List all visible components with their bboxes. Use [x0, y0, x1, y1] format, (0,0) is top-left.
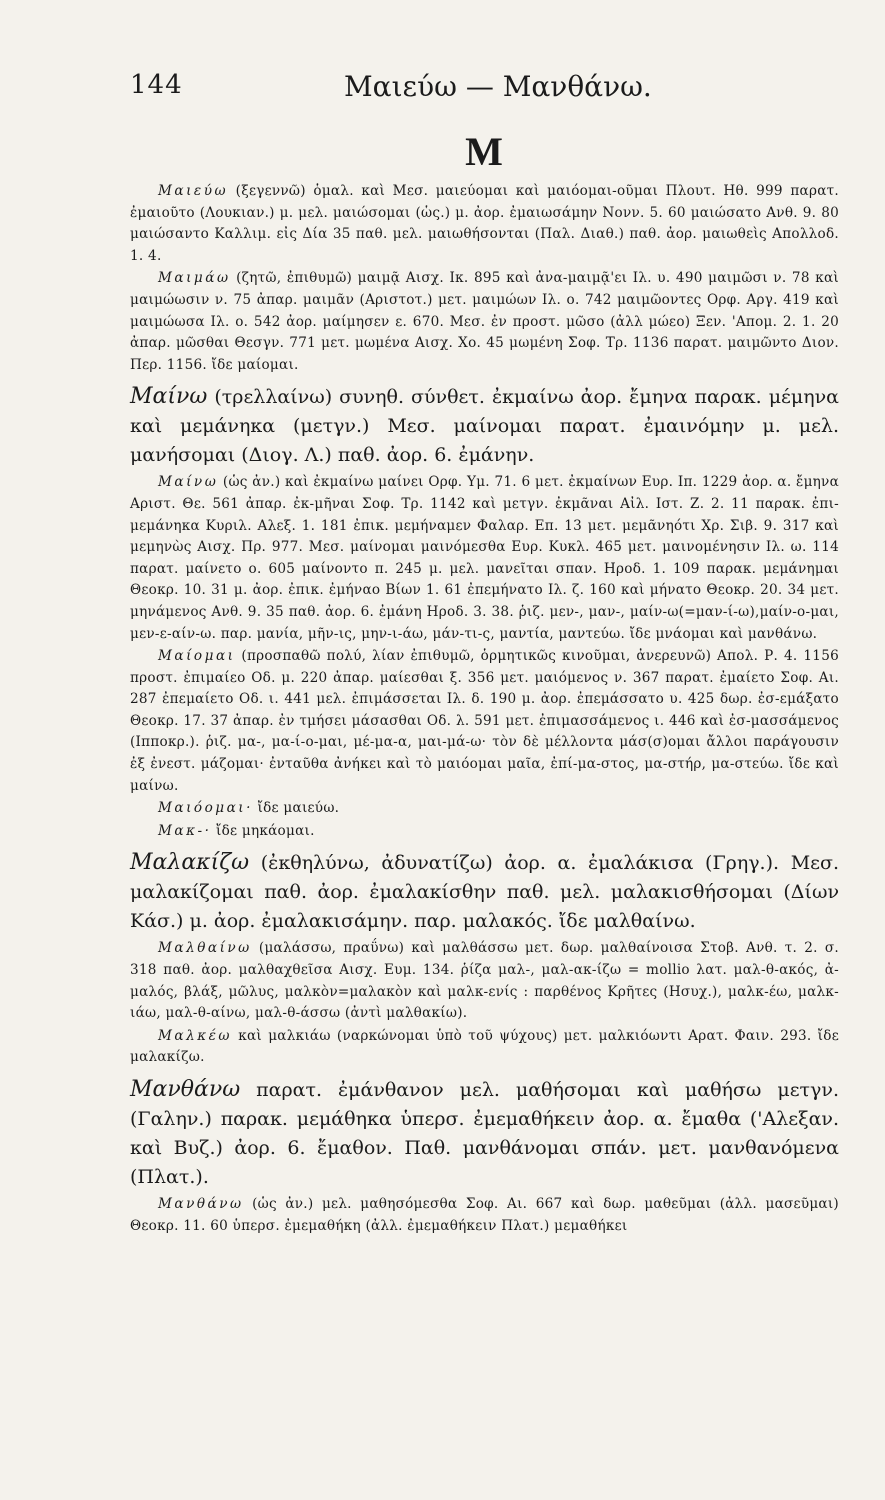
page-title: Μαιεύω — Μανθάνω.: [344, 70, 652, 103]
section-letter: Μ: [465, 129, 504, 174]
entry-text: καὶ μαλκιάω (ναρκώνομαι ὑπὸ τοῦ ψύχους) μετ. μαλκιόωντι Αρατ. Φαιν. 293. ἴδε μαλακίζω.: [130, 1027, 839, 1066]
entry-text: ἴδε μηκάομαι.: [216, 822, 315, 839]
entry-manthano: [130, 1194, 839, 1237]
entry-text: (μαλάσσω, πραΰνω) καὶ μαλθάσσω μετ. δωρ. μαλθαίνοισα Στοβ. Ανθ. τ. 2. σ. 318 παθ. ἀορ. μαλθαχθεῖσα Αισχ. Ευμ. 134. ῥίζα μαλ-, μαλ-ακ-ίζω = mollio λατ. μαλ-θ-ακός, ἀ-μαλός, βλάξ, μῶλυς, μαλκὸν=μαλακὸν καὶ μαλκ-ενίς : παρθένος Κρῆτες (Ησυχ.), μαλκ-έω, μαλκ-ιάω, μαλ-θ-αίνω, μαλ-θ-άσσω (ἀντὶ μαλθακίω).: [130, 940, 839, 1022]
entry-headword: Μαλακίζω: [130, 850, 250, 876]
entry-headword: Μανθάνω: [130, 1077, 241, 1102]
entry-headword: Μανθάνω: [158, 1196, 244, 1212]
entry-headword: Μαλκέω: [158, 1027, 233, 1044]
entry-headword: Μαίνω: [130, 384, 208, 410]
entry-headword: Μαιεύω: [158, 183, 229, 199]
entry-maino-summary: [130, 382, 839, 470]
entry-text: (προσπαθῶ πολύ, λίαν ἐπιθυμῶ, ὁρμητικῶς κινοῦμαι, ἀνερευνῶ) Απολ. Ρ. 4. 1156 προστ. ἐπιμαίεο Οδ. μ. 220 ἀπαρ. μαίεσθαι ξ. 356 μετ. μαιόμενος ν. 367 παρατ. ἐμαίετο Σοφ. Αι. 287 ἐπεμαίετο Οδ. ι. 441 μελ. ἐπιμάσσεται Ιλ. δ. 190 μ. ἀορ. ἐπεμάσσατο υ. 425 δωρ. ἐσ-εμάξατο Θεοκρ. 17. 37 ἀπαρ. ἐν τμήσει μάσασθαι Οδ. λ. 591 μετ. ἐπιμασσάμενος ι. 446 καὶ ἐσ-μασσάμενος (Ιπποκρ.). ῥιζ. μα-, μα-ί-ο-μαι, μέ-μα-α, μαι-μά-ω· τὸν δὲ μέλλοντα μάσ(σ)ομαι ἄλλοι παράγουσιν ἐξ ἐνεστ. μάζομαι· ἐνταῦθα ἀνήκει καὶ τὸ μαιόομαι μαῖα, ἐπί-μα-στος, μα-στήρ, μα-στεύω. ἴδε καὶ μαίνω.: [130, 648, 839, 794]
entry-malkeo: [130, 1026, 839, 1069]
entry-headword: Μαλθαίνω: [158, 940, 252, 957]
entry-text: παρατ. ἐμάνθανον μελ. μαθήσομαι καὶ μαθήσω μετγν. (Γαλην.) παρακ. μεμάθηκα ὑπερσ. ἐμεμαθήκειν ἀορ. α. ἔμαθα ('Αλεξαν. καὶ Βυζ.) ἀορ. 6. ἔμαθον. Παθ. μανθάνομαι σπάν. μετ. μανθανόμενα (Πλατ.).: [130, 1079, 839, 1188]
entry-malthaino: [130, 938, 839, 1024]
entry-text: (ὡς ἀν.) μελ. μαθησόμεσθα Σοφ. Αι. 667 καὶ δωρ. μαθεῦμαι (ἀλλ. μασεῦμαι) Θεοκρ. 11. 60 ὑπερσ. ἐμεμαθήκη (ἀλλ. ἐμεμαθήκειν Πλατ.) μεμαθήκει: [130, 1196, 839, 1234]
entry-headword: Μαίομαι: [158, 648, 236, 665]
entry-maimao: [130, 268, 839, 376]
page-header: [130, 62, 839, 112]
entry-manthano-summary: [130, 1075, 839, 1192]
page-number: 144: [130, 70, 183, 100]
entry-headword: Μαιμάω: [158, 270, 231, 287]
entry-malakizo-summary: [130, 848, 839, 936]
entry-headword: Μακ-·: [158, 822, 212, 839]
entry-text: ἴδε μαιεύω.: [257, 800, 340, 817]
entries-list: [130, 181, 839, 1237]
entry-text: (ὡς ἀν.) καὶ ἐκμαίνω μαίνει Ορφ. Υμ. 71. 6 μετ. ἐκμαίνων Ευρ. Ιπ. 1229 ἀορ. α. ἔμηνα Αριστ. Θε. 561 ἀπαρ. ἐκ-μῆναι Σοφ. Τρ. 1142 καὶ μετγν. ἐκμᾶναι Αἰλ. Ιστ. Ζ. 2. 11 παρακ. ἐπι-μεμάνηκα Κυριλ. Αλεξ. 1. 181 ἐπικ. μεμήναμεν Φαλαρ. Επ. 13 μετ. μεμᾶνηότι Χρ. Σιβ. 9. 317 καὶ μεμηνὼς Αισχ. Πρ. 977. Μεσ. μαίνομαι μαινόμεσθα Ευρ. Κυκλ. 465 μετ. μαινομένησιν Ιλ. ω. 114 παρατ. μαίνετο ο. 605 μαίνοντο π. 245 μ. μελ. μανεῖται σπαν. Ηροδ. 1. 109 παρακ. μεμάνημαι Θεοκρ. 10. 31 μ. ἀορ. ἐπικ. ἐμήναο Βίων 1. 61 ἐπεμήνατο Ιλ. ζ. 160 καὶ μήνατο Θεοκρ. 20. 34 μετ. μηνάμενος Ανθ. 9. 35 παθ. ἀορ. 6. ἐμάνη Ηροδ. 3. 38. ῥιζ. μεν-, μαν-, μαίν-ω(=μαν-ί-ω),μαίν-ο-μαι, μεν-ε-αίν-ω. παρ. μανία, μῆν-ις, μην-ι-άω, μάν-τι-ς, μαντία, μαντεύω. ἴδε μνάομαι καὶ μανθάνω.: [130, 474, 839, 642]
entry-text: (ἐκθηλύνω, ἀδυνατίζω) ἀορ. α. ἐμαλάκισα (Γρηγ.). Μεσ. μαλακίζομαι παθ. ἀορ. ἐμαλακίσθην παθ. μελ. μαλακισθήσομαι (Δίων Κάσ.) μ. ἀορ. ἐμαλακισάμην. παρ. μαλακός. ἴδε μαλθαίνω.: [130, 852, 840, 933]
entry-headword: Μαίνω: [158, 474, 219, 491]
entry-headword: Μαιόομαι·: [158, 800, 253, 817]
entry-mak: [130, 821, 839, 843]
entry-maioomai: [130, 798, 839, 820]
entry-text: (τρελλαίνω) συνηθ. σύνθετ. ἐκμαίνω ἀορ. ἔμηνα παρακ. μέμηνα καὶ μεμάνηκα (μετγν.) Μεσ. μαίνομαι παρατ. ἐμαινόμην μ. μελ. μανήσομαι (Διογ. Λ.) παθ. ἀορ. 6. ἐμάνην.: [130, 386, 840, 467]
entry-text: (ζητῶ, ἐπιθυμῶ) μαιμᾷ Αισχ. Ικ. 895 καὶ ἀνα-μαιμᾷ'ει Ιλ. υ. 490 μαιμῶσι ν. 78 καὶ μαιμώωσιν ν. 75 ἀπαρ. μαιμᾶν (Αριστοτ.) μετ. μαιμώων Ιλ. ο. 742 μαιμῶοντες Ορφ. Αργ. 419 καὶ μαιμώωσα Ιλ. ο. 542 ἀορ. μαίμησεν ε. 670. Μεσ. ἐν προστ. μῶσο (ἀλλ μώεο) Ξεν. 'Απομ. 2. 1. 20 ἀπαρ. μῶσθαι Θεσγν. 771 μετ. μωμένα Αισχ. Χο. 45 μωμένη Σοφ. Τρ. 1136 παρατ. μαιμῶντο Διον. Περ. 1156. ἴδε μαίομαι.: [130, 270, 840, 373]
entry-maieuo: [130, 181, 839, 267]
entry-text: (ξεγεννῶ) ὁμαλ. καὶ Μεσ. μαιεύομαι καὶ μαιόομαι-οῦμαι Πλουτ. Ηθ. 999 παρατ. ἐμαιοῦτο (Λουκιαν.) μ. μελ. μαιώσομαι (ὡς.) μ. ἀορ. ἐμαιωσάμην Νονν. 5. 60 μαιώσατο Ανθ. 9. 80 μαιώσαντο Καλλιμ. εἰς Δία 35 παθ. μελ. μαιωθήσονται (Παλ. Διαθ.) παθ. ἀορ. μαιωθεὶς Απολλοδ. 1. 4.: [130, 183, 839, 264]
entry-maiomai: [130, 646, 839, 797]
entry-maino: [130, 472, 839, 645]
